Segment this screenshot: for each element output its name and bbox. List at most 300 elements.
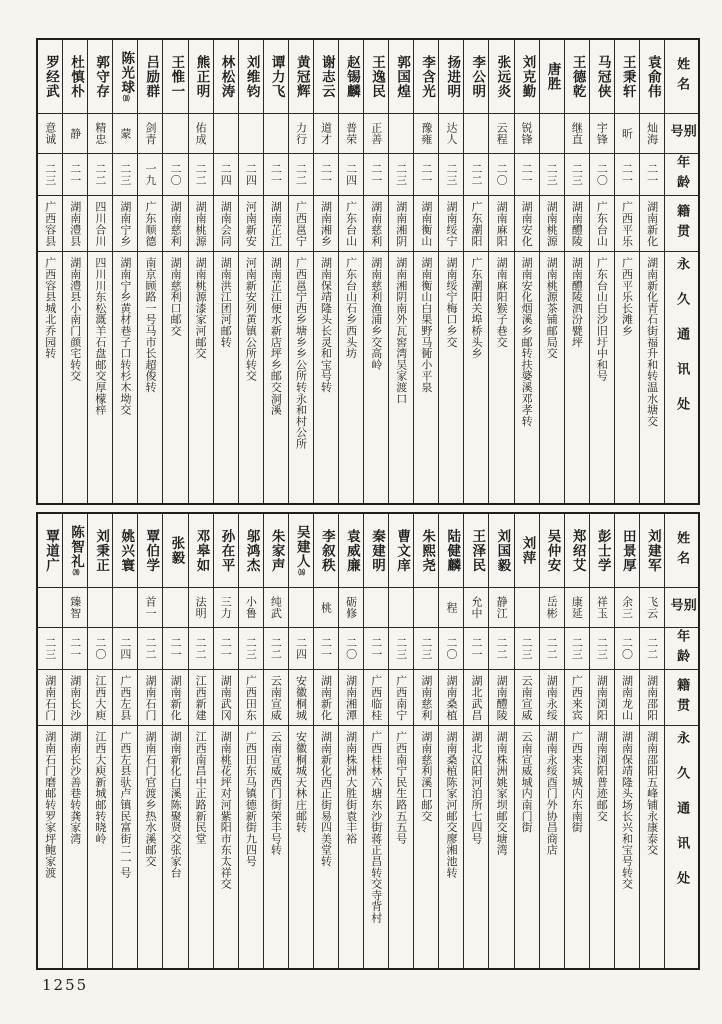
person-native-place: 广东顺德	[138, 196, 162, 252]
person-address: 广西平乐长滩乡	[620, 257, 634, 337]
person-native-place: 广西容县	[38, 196, 62, 252]
table-header-column	[664, 514, 698, 968]
person-native-place: 湖南芷江	[264, 196, 288, 252]
person-address: 湖南芷江便水新店坪乡邮交洞溪	[269, 257, 283, 416]
person-native-place: 湖南慈利	[414, 670, 438, 726]
person-native-place: 广东台山	[339, 196, 363, 252]
person-age: 二三	[565, 154, 589, 196]
person-alias: 锐锋	[515, 114, 539, 154]
person-address: 湖南株洲姚家坝邮交塘湾	[495, 731, 509, 856]
person-name: 谢志云	[314, 40, 338, 114]
person-address: 广西南宁民生路五五号	[394, 731, 408, 844]
person-alias	[389, 114, 413, 154]
person-alias: 纯武	[264, 588, 288, 628]
person-name: 朱熙尧	[414, 514, 438, 588]
person-age: 二三	[38, 628, 62, 670]
person-column	[564, 514, 589, 968]
person-address: 湖北汉阳河泊所七四号	[470, 731, 484, 844]
person-address: 广西邕宁西乡塘乡乡公所转永和村公所	[294, 257, 308, 450]
person-column	[338, 40, 363, 503]
person-column	[112, 40, 137, 503]
person-address: 湖南澧县小南门颜宅转交	[68, 257, 82, 382]
person-alias: 昕	[615, 114, 639, 154]
person-native-place: 湖南桑植	[439, 670, 463, 726]
person-age: 二一	[314, 628, 338, 670]
person-age: 二〇	[439, 628, 463, 670]
person-alias: 程	[439, 588, 463, 628]
person-name: 谭力飞	[264, 40, 288, 114]
person-native-place: 湖南永绥	[540, 670, 564, 726]
person-name: 邓皋如	[189, 514, 213, 588]
person-age: 二二	[88, 154, 112, 196]
person-alias	[364, 588, 388, 628]
person-native-place: 湖南湘阴	[389, 196, 413, 252]
person-native-place: 广西临桂	[364, 670, 388, 726]
person-column	[338, 514, 363, 968]
person-alias	[389, 588, 413, 628]
person-age: 二三	[439, 154, 463, 196]
person-native-place: 湖南慈利	[364, 196, 388, 252]
person-native-place: 湖南会同	[214, 196, 238, 252]
person-name: 袁威廉	[339, 514, 363, 588]
person-native-place: 湖南醴陵	[489, 670, 513, 726]
person-native-place: 湖南龙山	[615, 670, 639, 726]
directory-table-bottom	[36, 512, 700, 970]
person-name: 赵锡麟	[339, 40, 363, 114]
person-name: 吴仲安	[540, 514, 564, 588]
person-column	[614, 514, 639, 968]
header-address: 永久通讯处	[674, 257, 690, 432]
person-native-place: 湖南新化	[314, 670, 338, 726]
directory-table-top	[36, 38, 700, 505]
person-name: 熊正明	[189, 40, 213, 114]
person-native-place: 湖南长沙	[63, 670, 87, 726]
person-native-place: 湖南宁乡	[113, 196, 137, 252]
person-name: 郑绍艾	[565, 514, 589, 588]
person-age: 二三	[239, 628, 263, 670]
person-native-place: 湖南石门	[38, 670, 62, 726]
person-alias: 正善	[364, 114, 388, 154]
person-alias	[264, 114, 288, 154]
person-column	[564, 40, 589, 503]
person-name: 陈智礼⒇	[63, 514, 87, 588]
person-age: 二一	[264, 154, 288, 196]
person-address: 湖南麻阳猴子巷交	[495, 257, 509, 348]
person-age: 二三	[113, 154, 137, 196]
person-age: 二三	[515, 628, 539, 670]
person-address: 广西容县城北乔园转	[43, 257, 57, 359]
person-name: 李叙秩	[314, 514, 338, 588]
person-age: 二一	[464, 628, 488, 670]
person-age: 二一	[364, 154, 388, 196]
person-alias: 意诚	[38, 114, 62, 154]
person-column	[188, 514, 213, 968]
person-name: 刘萍	[515, 514, 539, 588]
person-age: 二三	[414, 628, 438, 670]
person-native-place: 江西新建	[189, 670, 213, 726]
person-age: 二〇	[615, 628, 639, 670]
person-name: 邬鸿杰	[239, 514, 263, 588]
person-native-place: 云南宣威	[515, 670, 539, 726]
person-age: 二三	[590, 628, 614, 670]
person-column	[62, 40, 87, 503]
person-address: 湖南宁乡黄材巷子口转杉木坳交	[118, 257, 132, 416]
person-address: 湖南慈利溪口邮交	[419, 731, 433, 822]
person-alias: 小鲁	[239, 588, 263, 628]
person-name: 曹文庠	[389, 514, 413, 588]
person-alias: 三力	[214, 588, 238, 628]
person-column	[438, 514, 463, 968]
person-column	[112, 514, 137, 968]
person-native-place: 广西左县	[113, 670, 137, 726]
person-alias: 剑青	[138, 114, 162, 154]
person-name: 陈光球⒅	[113, 40, 137, 114]
person-alias: 继直	[565, 114, 589, 154]
person-native-place: 广西来宾	[565, 670, 589, 726]
person-alias: 康延	[565, 588, 589, 628]
person-column	[38, 514, 62, 968]
header-name: 姓名	[665, 514, 698, 588]
person-column	[363, 40, 388, 503]
person-address: 湖南慈利口邮交	[169, 257, 183, 337]
person-address: 湖南桑植陈家河邮交廖湘池转	[444, 731, 458, 878]
person-name: 姚兴寰	[113, 514, 137, 588]
person-column	[137, 40, 162, 503]
person-address: 湖南桃花坪对河紫阳市东太祥交	[219, 731, 233, 890]
person-address: 云南宣威城内南门街	[520, 731, 534, 833]
person-address: 湖南永绥酉门外协昌商店	[545, 731, 559, 856]
person-native-place: 广东台山	[590, 196, 614, 252]
person-age: 二〇	[88, 628, 112, 670]
person-address: 湖南湘阴南外瓦窖湾吴家渡口	[394, 257, 408, 404]
person-address: 湖南洪江团河邮转	[219, 257, 233, 348]
person-age: 二一	[163, 628, 187, 670]
person-alias: 桃	[314, 588, 338, 628]
person-age: 二一	[63, 154, 87, 196]
person-native-place: 湖南衡山	[414, 196, 438, 252]
person-age: 二二	[464, 154, 488, 196]
person-column	[313, 40, 338, 503]
header-address: 永久通讯处	[674, 731, 690, 906]
person-alias	[214, 114, 238, 154]
person-age: 二三	[565, 628, 589, 670]
person-age: 二四	[214, 154, 238, 196]
person-column	[388, 514, 413, 968]
person-alias	[515, 588, 539, 628]
person-age: 二〇	[590, 154, 614, 196]
person-column	[188, 40, 213, 503]
person-column	[539, 514, 564, 968]
person-native-place: 湖南醴陵	[565, 196, 589, 252]
person-native-place: 湖南石门	[138, 670, 162, 726]
table-header-column	[664, 40, 698, 503]
person-address: 湖南新化西正街易四美堂转	[319, 731, 333, 867]
person-address: 湖南保靖隆头场长兴和宝号转交	[620, 731, 634, 890]
person-address: 广西来宾城内东南街	[570, 731, 584, 833]
person-alias: 允中	[464, 588, 488, 628]
person-column	[313, 514, 338, 968]
person-age: 二一	[314, 154, 338, 196]
person-alias: 砺修	[339, 588, 363, 628]
person-native-place: 广西南宁	[389, 670, 413, 726]
person-alias	[289, 588, 313, 628]
person-age: 二〇	[339, 628, 363, 670]
person-address: 广西左县驮卢镇民富街二一号	[118, 731, 132, 878]
person-name: 陆健麟	[439, 514, 463, 588]
person-name: 黄冠辉	[289, 40, 313, 114]
person-age: 二二	[489, 628, 513, 670]
person-address: 湖南浏阳普迹邮交	[595, 731, 609, 822]
person-address: 湖南桃源漆家河邮交	[194, 257, 208, 359]
person-address: 湖南保靖隆头长灵和宝号转	[319, 257, 333, 393]
person-column	[488, 40, 513, 503]
person-age: 二四	[339, 154, 363, 196]
person-native-place: 江西大庾	[88, 670, 112, 726]
person-age: 二四	[239, 154, 263, 196]
person-alias	[414, 588, 438, 628]
person-name: 王逸民	[364, 40, 388, 114]
person-alias	[163, 588, 187, 628]
person-name: 马冠侠	[590, 40, 614, 114]
person-column	[539, 40, 564, 503]
person-address: 湖南石门官渡乡热水溪邮交	[144, 731, 157, 867]
person-alias: 力行	[289, 114, 313, 154]
person-alias: 云程	[489, 114, 513, 154]
person-column	[288, 514, 313, 968]
person-alias	[464, 114, 488, 154]
person-native-place: 湖南邵阳	[640, 670, 664, 726]
person-age: 二二	[264, 628, 288, 670]
person-native-place: 湖南慈利	[163, 196, 187, 252]
person-address: 湖南绥宁梅口乡交	[444, 257, 458, 348]
person-name-footnote: ⒅	[122, 94, 132, 102]
person-name: 王秉轩	[615, 40, 639, 114]
person-address: 湖南安化烟溪乡邮转扶婆溪邓孝转	[520, 257, 534, 427]
header-name: 姓名	[665, 40, 698, 114]
person-column	[488, 514, 513, 968]
person-alias: 法明	[189, 588, 213, 628]
person-name: 罗经武	[38, 40, 62, 114]
page-number: 1255	[42, 976, 89, 994]
person-name: 刘维钧	[239, 40, 263, 114]
person-name: 刘克勤	[515, 40, 539, 114]
person-alias	[163, 114, 187, 154]
person-age: 二二	[640, 628, 664, 670]
person-name: 朱家声	[264, 514, 288, 588]
person-age: 二一	[364, 628, 388, 670]
person-alias: 达人	[439, 114, 463, 154]
person-name: 孙在平	[214, 514, 238, 588]
person-column	[87, 40, 112, 503]
person-address: 广东台山白沙旧圩中和号	[595, 257, 609, 382]
person-native-place: 湖南浏阳	[590, 670, 614, 726]
person-age: 二一	[640, 154, 664, 196]
person-age: 二一	[615, 154, 639, 196]
person-alias: 佑成	[189, 114, 213, 154]
person-address: 湖南邵阳五峰铺永康泰交	[645, 731, 659, 856]
person-address: 江西南昌中正路新民堂	[194, 731, 208, 844]
person-name: 刘建军	[640, 514, 664, 588]
person-name: 覃道广	[38, 514, 62, 588]
person-native-place: 广西邕宁	[289, 196, 313, 252]
person-address: 湖南株洲大胜街袁丰裕	[344, 731, 358, 844]
person-alias: 静	[63, 114, 87, 154]
person-alias: 普荣	[339, 114, 363, 154]
person-alias	[38, 588, 62, 628]
person-age: 二一	[63, 628, 87, 670]
person-column	[213, 40, 238, 503]
person-alias: 祥玉	[590, 588, 614, 628]
person-name: 覃伯学	[138, 514, 162, 588]
person-native-place: 湖南绥宁	[439, 196, 463, 252]
person-column	[38, 40, 62, 503]
person-alias: 岳彬	[540, 588, 564, 628]
person-column	[514, 514, 539, 968]
person-native-place: 湖南桃源	[540, 196, 564, 252]
person-column	[162, 40, 187, 503]
person-column	[87, 514, 112, 968]
person-alias	[88, 588, 112, 628]
person-column	[263, 514, 288, 968]
person-address: 四川川东松溉羊石盘邮交厚檬梓	[93, 257, 107, 416]
person-alias: 臻智	[63, 588, 87, 628]
person-native-place: 湖南湘潭	[339, 670, 363, 726]
person-name: 王惟一	[163, 40, 187, 114]
header-alias: 别号	[665, 114, 698, 154]
person-address: 安徽桐城天林庄邮转	[294, 731, 308, 833]
person-native-place: 湖南新化	[163, 670, 187, 726]
person-native-place: 湖南武冈	[214, 670, 238, 726]
person-native-place: 湖南麻阳	[489, 196, 513, 252]
person-alias	[540, 114, 564, 154]
person-native-place: 四川合川	[88, 196, 112, 252]
person-column	[62, 514, 87, 968]
person-address: 湖南桃源茶铺邮局交	[545, 257, 559, 359]
person-age: 二一	[214, 628, 238, 670]
person-address: 广东台山石乡西头坊	[344, 257, 358, 359]
person-age: 二四	[289, 628, 313, 670]
person-address: 广西桂林六塘东沙街蒋正昌转交寺背村	[369, 731, 383, 924]
person-column	[514, 40, 539, 503]
person-address: 湖南醴陵泗汾甓坪	[570, 257, 584, 348]
person-address: 云南宣威西门街荣丰号转	[269, 731, 283, 856]
person-name: 郭国煌	[389, 40, 413, 114]
person-name: 吕励群	[138, 40, 162, 114]
person-age: 二二	[289, 154, 313, 196]
header-age: 年龄	[665, 154, 698, 196]
person-column	[463, 514, 488, 968]
person-address: 湖南新化白溪陈聚贤交张家台	[169, 731, 183, 878]
person-age: 二二	[138, 628, 162, 670]
person-column	[614, 40, 639, 503]
person-name: 张远炎	[489, 40, 513, 114]
person-native-place: 广东潮阳	[464, 196, 488, 252]
person-age: 二二	[540, 628, 564, 670]
person-address: 江西大庾新城邮转晓岭	[93, 731, 107, 844]
person-age: 二二	[189, 154, 213, 196]
person-name: 刘国毅	[489, 514, 513, 588]
person-address: 湖南石门磨邮转罗家坪鲍家渡	[43, 731, 57, 878]
person-native-place: 湖南桃源	[189, 196, 213, 252]
person-age: 二一	[515, 154, 539, 196]
person-name: 张毅	[163, 514, 187, 588]
person-alias	[113, 588, 137, 628]
header-age: 年龄	[665, 628, 698, 670]
person-native-place: 湖北武昌	[464, 670, 488, 726]
person-name: 彭士学	[590, 514, 614, 588]
person-name: 唐胜	[540, 40, 564, 114]
person-age: 二〇	[163, 154, 187, 196]
person-name-footnote: ⒇	[72, 568, 82, 576]
header-native-place: 籍贯	[665, 196, 698, 252]
person-age: 二三	[38, 154, 62, 196]
person-age: 二三	[389, 154, 413, 196]
person-address: 湖南长沙善巷转龚家湾	[68, 731, 82, 844]
person-age: 二四	[113, 628, 137, 670]
person-address: 湖南新化青石街福升和转温水塘交	[645, 257, 659, 427]
person-alias: 道才	[314, 114, 338, 154]
person-column	[589, 514, 614, 968]
person-column	[388, 40, 413, 503]
person-address: 广西田东马镇德新街九四号	[244, 731, 258, 867]
person-native-place: 广西田东	[239, 670, 263, 726]
person-alias: 豫雍	[414, 114, 438, 154]
person-native-place: 云南宣威	[264, 670, 288, 726]
person-age: 一九	[138, 154, 162, 196]
person-alias: 精忠	[88, 114, 112, 154]
person-name-footnote: ⒃	[297, 568, 307, 576]
header-alias: 别号	[665, 588, 698, 628]
person-native-place: 河南新安	[239, 196, 263, 252]
person-age: 二三	[389, 628, 413, 670]
person-name: 林松涛	[214, 40, 238, 114]
person-column	[639, 40, 664, 503]
person-column	[238, 40, 263, 503]
person-address: 湖南衡山白果野马衕小平泉	[419, 257, 433, 393]
person-alias: 蒙	[113, 114, 137, 154]
person-address: 河南新安列黄镇公所转交	[244, 257, 258, 382]
person-alias: 宇锋	[590, 114, 614, 154]
person-name: 郭守存	[88, 40, 112, 114]
person-column	[413, 514, 438, 968]
person-name: 扬进明	[439, 40, 463, 114]
person-column	[413, 40, 438, 503]
person-column	[137, 514, 162, 968]
person-address: 湖南慈利渔浦乡交高岭	[369, 257, 383, 370]
person-column	[363, 514, 388, 968]
person-alias: 飞云	[640, 588, 664, 628]
person-column	[438, 40, 463, 503]
person-address: 南京顾路一号马市长超俊转	[144, 257, 157, 393]
header-native-place: 籍贯	[665, 670, 698, 726]
person-name: 王泽民	[464, 514, 488, 588]
person-name: 李公明	[464, 40, 488, 114]
person-alias: 余三	[615, 588, 639, 628]
person-native-place: 广西平乐	[615, 196, 639, 252]
person-native-place: 湖南湘乡	[314, 196, 338, 252]
person-age: 二一	[414, 154, 438, 196]
person-name: 田景厚	[615, 514, 639, 588]
person-name: 杜慎朴	[63, 40, 87, 114]
person-name: 王德乾	[565, 40, 589, 114]
person-native-place: 湖南澧县	[63, 196, 87, 252]
person-column	[238, 514, 263, 968]
person-column	[263, 40, 288, 503]
person-native-place: 湖南新化	[640, 196, 664, 252]
person-alias: 灿海	[640, 114, 664, 154]
person-native-place: 湖南安化	[515, 196, 539, 252]
person-column	[589, 40, 614, 503]
